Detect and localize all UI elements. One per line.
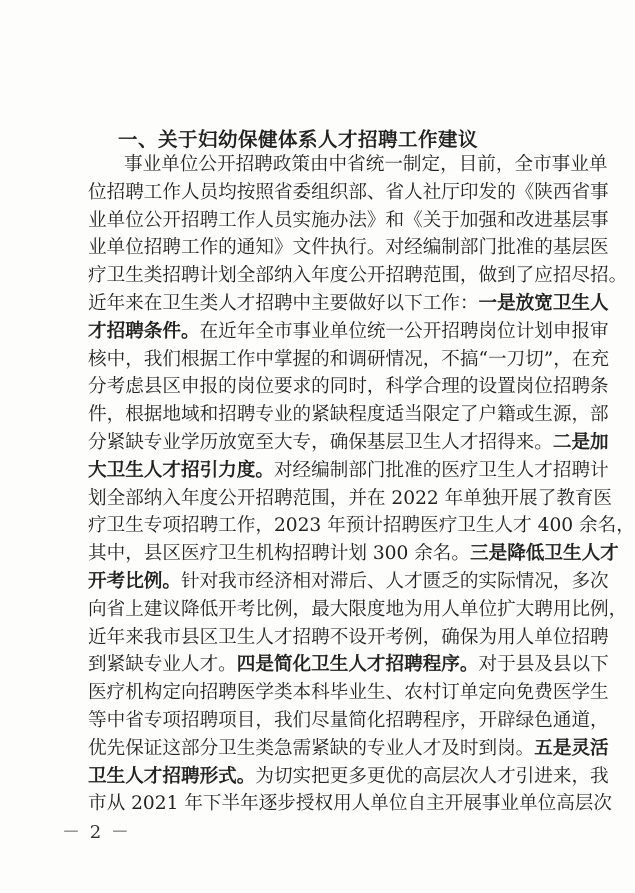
text-segment: 在近年全市事业单位统一公开招聘岗位计划申报审	[199, 320, 609, 342]
text-segment: 件，根据地域和招聘专业的紧缺程度适当限定了户籍或生源，部	[88, 404, 609, 426]
text-line	[88, 763, 609, 791]
text-line	[88, 179, 609, 207]
text-segment: 其中，县区医疗卫生机构招聘计划 300 余名。	[88, 543, 470, 565]
text-segment: 事业单位公开招聘政策由中省统一制定，目前，全市事业单	[124, 154, 608, 175]
text-line	[88, 624, 609, 652]
text-segment: 医疗机构定向招聘医学类本科毕业生、农村订单定向免费医学生	[88, 682, 609, 704]
text-line	[88, 651, 609, 679]
bold-text-segment: 五是灵活	[534, 737, 609, 759]
text-line	[88, 429, 609, 457]
bold-text-segment: 才招聘条件。	[88, 320, 200, 342]
bold-text-segment: 卫生人才招聘形式。	[88, 765, 256, 787]
bold-text-segment: 二是加	[552, 431, 609, 453]
text-segment: 优先保证这部分卫生类急需紧缺的专业人才及时到岗。	[88, 737, 535, 759]
text-segment: 到紧缺专业人才。	[88, 654, 237, 676]
text-segment: 疗卫生专项招聘工作，2023 年预计招聘医疗卫生人才 400 余名，	[88, 515, 635, 537]
text-line	[88, 707, 609, 735]
text-line	[88, 151, 608, 179]
text-line	[88, 318, 609, 346]
text-segment: 业单位公开招聘工作人员实施办法》和《关于加强和改进基层事	[88, 209, 609, 231]
text-line	[88, 262, 628, 290]
text-segment: 划全部纳入年度公开招聘范围，并在 2022 年单独开展了教育医	[88, 487, 612, 509]
bold-text-segment: 一是放宽卫生人	[478, 292, 609, 314]
bold-text-segment: 三是降低卫生人才	[470, 543, 619, 565]
text-line	[88, 540, 619, 568]
text-line	[88, 790, 612, 818]
text-segment: 近年来我市县区卫生人才招聘不设开考例，确保为用人单位招聘	[88, 626, 609, 648]
text-segment: 针对我市经济相对滞后、人才匮乏的实际情况，多次	[180, 570, 609, 592]
text-segment: 等中省专项招聘项目，我们尽量简化招聘程序，开辟绿色通道，	[88, 709, 609, 731]
body-paragraph	[88, 151, 635, 818]
text-segment: 近年来在卫生类人才招聘中主要做好以下工作：	[88, 292, 479, 314]
text-segment: 业单位招聘工作的通知》文件执行。对经编制部门批准的基层医	[88, 237, 609, 259]
text-line	[88, 373, 609, 401]
text-line	[88, 679, 609, 707]
section-heading: 一、关于妇幼保健体系人才招聘工作建议	[118, 128, 479, 151]
text-line	[88, 568, 609, 596]
bold-text-segment: 四是简化卫生人才招聘程序。	[236, 654, 479, 676]
bold-text-segment: 开考比例。	[88, 570, 181, 592]
text-segment: 向省上建议降低开考比例，最大限度地为用人单位扩大聘用比例，	[88, 598, 628, 620]
text-segment: 分考虑县区申报的岗位要求的同时，科学合理的设置岗位招聘条	[88, 376, 609, 398]
page-number: － 2 －	[62, 822, 131, 843]
text-segment: 对于县及县以下	[478, 654, 609, 676]
text-line	[88, 735, 609, 763]
text-line	[88, 346, 610, 374]
text-line	[88, 596, 628, 624]
text-line	[88, 485, 612, 513]
text-line	[88, 207, 609, 235]
text-segment: 为切实把更多更优的高层次人才引进来，我	[255, 765, 609, 787]
text-segment: 对经编制部门批准的医疗卫生人才招聘计	[273, 459, 609, 481]
text-segment: 位招聘工作人员均按照省委组织部、省人社厅印发的《陕西省事	[88, 181, 609, 203]
text-segment: 核中，我们根据工作中掌握的和调研情况，不搞“一刀切”，在充	[88, 348, 610, 370]
text-line	[88, 512, 635, 540]
text-segment: 疗卫生类招聘计划全部纳入年度公开招聘范围，做到了应招尽招。	[88, 265, 628, 287]
text-segment: 市从 2021 年下半年逐步授权用人单位自主开展事业单位高层次	[88, 793, 612, 815]
text-line	[88, 401, 609, 429]
text-segment: 分紧缺专业学历放宽至大专，确保基层卫生人才招得来。	[88, 431, 553, 453]
text-line	[88, 290, 609, 318]
text-line	[88, 234, 609, 262]
bold-text-segment: 大卫生人才招引力度。	[88, 459, 274, 481]
text-line	[88, 457, 609, 485]
